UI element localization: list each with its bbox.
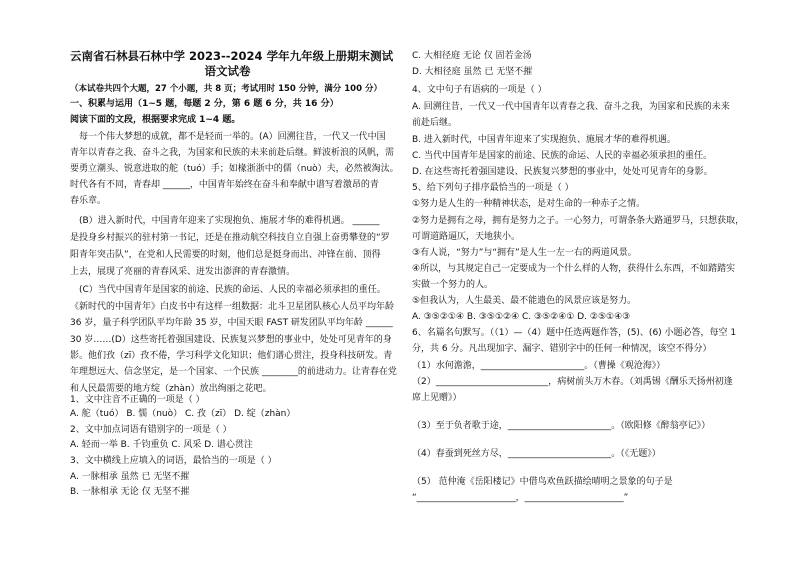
text-line: 可谓道路逼仄，天地狭小。 bbox=[412, 232, 521, 242]
text-line: 阅读下面的文段，根据要求完成 1~4 题。 bbox=[70, 115, 241, 125]
text-line: B. 一脉相承 无论 仅 无坚不摧 bbox=[70, 487, 190, 497]
text-line: （2）_________________________，病树前头万木春。（刘禹锡《酬乐天扬州初逢 bbox=[412, 377, 733, 387]
text-line: 5、给下列句子排序最恰当的一项是（ ） bbox=[412, 183, 574, 193]
text-line: 3、文中横线上应填入的词语，最恰当的一项是（ ） bbox=[70, 456, 277, 466]
text-line: A. 舵（tuó） B. 懦（nuò） C. 孜（zī） D. 绽（zhàn） bbox=[70, 409, 296, 419]
text-line: 每一个伟大梦想的成就，都不是轻而一举的。(A）回溯往昔，一代又一代中国 bbox=[79, 132, 386, 142]
text-line: A. ③⑤②①④ B. ③⑤①②④ C. ③⑤②④① D. ②⑤①④③ bbox=[412, 312, 631, 322]
text-line: 《新时代的中国青年》白皮书中有这样一组数据：北斗卫星团队核心人员平均年龄 bbox=[70, 302, 395, 312]
text-line: 席上见赠》） bbox=[412, 393, 462, 403]
text-line: 前赴后继。 bbox=[412, 118, 458, 128]
text-line: （4）春蚕到死丝方尽，_______________________。（《无题》） bbox=[412, 449, 661, 459]
text-line: ①努力是人生的一种精神状态，是对生命的一种赤子之情。 bbox=[412, 199, 646, 209]
text-line: ④所以，与其规定自己一定要成为一个什么样的人物，获得什么东西，不如踏踏实 bbox=[412, 264, 736, 274]
text-line: A. 一脉相承 虽然 已 无坚不摧 bbox=[70, 472, 190, 482]
text-line: 和人民最需要的地方绽（zhàn）放出绚丽之花吧。 bbox=[70, 384, 272, 394]
text-line: ⑤但我认为，人生最美、最不能遗色的风景应该是努力。 bbox=[412, 296, 637, 306]
text-line: ②努力是拥有之母，拥有是努力之子。一心努力，可谓条条大路通罗马，只想获取， bbox=[412, 216, 745, 226]
text-line: D. 在这些寄托着强国建设、民族复兴梦想的事业中，处处可见青年的身影。 bbox=[412, 167, 713, 177]
text-line: 6、名篇名句默写。（（1）—（4）题中任选两题作答，(5)、(6) 小题必答，每空 1 bbox=[412, 328, 737, 338]
text-line: （1）水何澹澹，_______________________。（曹操《观沧海》） bbox=[412, 361, 666, 371]
text-line: 36 岁，量子科学团队平均年龄 35 岁，中国天眼 FAST 研发团队平均年龄 ______ bbox=[70, 318, 393, 328]
text-line: 年理想远大、信念坚定，是一个国家、一个民族 ________的前进动力。让青春在党 bbox=[70, 367, 397, 377]
text-line: （3）至于负者歌于途，_______________________。（欧阳修《醉翁亭记》） bbox=[412, 421, 711, 431]
text-line: B. 进入新时代，中国青年迎来了实现抱负、施展才华的难得机遇。 bbox=[412, 135, 676, 145]
text-line: “______________________，______________________” bbox=[412, 493, 629, 503]
text-line: 时代各有不同，青春却 ______，中国青年始终在奋斗和奉献中谱写着激昂的青 bbox=[70, 180, 379, 190]
text-line: 分，共 6 分。凡出现加字、漏字、错别字中的任何一种情况，该空不得分） bbox=[412, 344, 712, 354]
text-line: 春乐章。 bbox=[70, 196, 107, 206]
text-line: 一、积累与运用（1~5 题，每题 2 分，第 6 题 6 分，共 16 分） bbox=[70, 99, 339, 109]
text-line: 30 岁……(D）这些寄托着强国建设、民族复兴梦想的事业中，处处可见青年的身 bbox=[70, 335, 392, 345]
text-line: (B）进入新时代，中国青年迎来了实现抱负、施展才华的难得机遇。 ______ bbox=[79, 216, 380, 226]
text-line: C. 当代中国青年是国家的前途、民族的命运、人民的幸福必须承担的重任。 bbox=[412, 151, 713, 161]
text-line: ③有人说，“努力”与“拥有”是人生一左一右的两道风景。 bbox=[412, 248, 637, 258]
text-line: 2、文中加点词语有错别字的一项是（ ） bbox=[70, 425, 232, 435]
text-line: D. 大相径庭 虽然 已 无坚不摧 bbox=[412, 67, 533, 77]
text-line: 云南省石林县石林中学 2023--2024 学年九年级上册期末测试 bbox=[70, 49, 394, 63]
text-line: C. 大相径庭 无论 仅 固若金汤 bbox=[412, 51, 532, 61]
text-line: 青年以青春之我、奋斗之我，为国家和民族的未来前赴后继。鲜波析浪的风帆，需 bbox=[70, 148, 395, 158]
text-line: 阳青年突击队”，在党和人民需要的时刻，他们总是挺身而出、冲锋在前、顶得 bbox=[70, 250, 381, 260]
text-line: 语文试卷 bbox=[204, 64, 251, 78]
text-line: 要勇立潮头、锐意进取的舵（tuó）手；如椽浙浙中的儒（nuò）夫，必然被淘汰。 bbox=[70, 164, 399, 174]
text-line: 上去，展现了亮丽的青春风采、迸发出澎湃的青春激情。 bbox=[70, 267, 296, 277]
text-line: 实做一个努力的人。 bbox=[412, 280, 494, 290]
text-line: 影。他们孜（zī）孜不倦，学习科学文化知识；他们谱心贯注，投身科技研发。青 bbox=[70, 351, 393, 361]
text-line: A. 回溯往昔，一代又一代中国青年以青春之我、奋斗之我，为国家和民族的未来 bbox=[412, 102, 730, 112]
text-line: (C）当代中国青年是国家的前途、民族的命运、人民的幸福必须承担的重任。 bbox=[79, 285, 386, 295]
text-line: （5） 范仲淹《岳阳楼记》中借鸟欢鱼跃描绘晴明之景象的句子是 bbox=[412, 477, 673, 487]
text-line: 1、文中注音不正确的一项是（ ） bbox=[70, 395, 205, 405]
text-line: 4、文中句子有语病的一项是（ ） bbox=[412, 85, 547, 95]
text-line: 是投身乡村振兴的驻村第一书记，还是在推动航空科技自立自强上奋勇攀登的“罗 bbox=[70, 233, 390, 243]
text-line: （本试卷共四个大题，27 个小题，共 8 页；考试用时 150 分钟，满分 100 分） bbox=[70, 84, 382, 94]
text-line: A. 轻而一举 B. 千钧重负 C. 风采 D. 谱心贯注 bbox=[70, 440, 253, 450]
